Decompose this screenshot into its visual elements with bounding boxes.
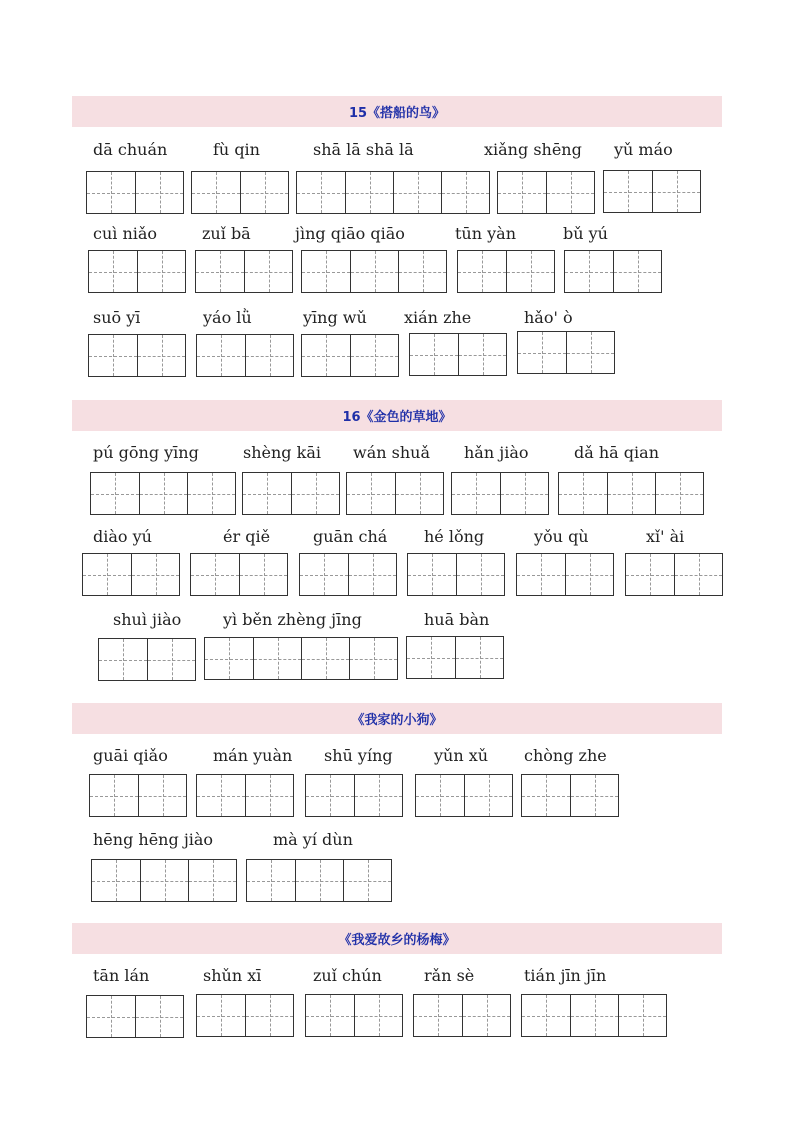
pinyin-label: huā bàn (424, 610, 490, 629)
section-title: 15《搭船的鸟》 (348, 106, 446, 121)
writing-grid[interactable] (517, 331, 615, 374)
pinyin-label: guān chá (313, 527, 388, 546)
pinyin-label: shèng kāi (243, 443, 321, 462)
section-title-band (72, 400, 722, 431)
writing-grid[interactable] (196, 334, 294, 377)
section-title: 《我爱故乡的杨梅》 (338, 933, 456, 948)
pinyin-label: bǔ yú (563, 224, 608, 243)
writing-grid[interactable] (195, 250, 293, 293)
pinyin-label: yáo lǜ (203, 308, 252, 327)
writing-grid[interactable] (301, 250, 447, 293)
writing-grid[interactable] (98, 638, 196, 681)
pinyin-label: dǎ hā qian (574, 443, 659, 462)
writing-grid[interactable] (409, 333, 507, 376)
section-title-band (72, 703, 722, 734)
writing-grid[interactable] (406, 636, 504, 679)
pinyin-label: chòng zhe (524, 746, 607, 765)
writing-grid[interactable] (191, 171, 289, 214)
writing-grid[interactable] (246, 859, 392, 902)
writing-grid[interactable] (521, 774, 619, 817)
pinyin-label: tān lán (93, 966, 150, 985)
pinyin-label: hǎo' ò (524, 308, 573, 327)
pinyin-label: diào yú (93, 527, 152, 546)
writing-grid[interactable] (497, 171, 595, 214)
pinyin-label: xiǎng shēng (484, 140, 582, 159)
pinyin-label: tián jīn jīn (524, 966, 607, 985)
writing-grid[interactable] (413, 994, 511, 1037)
writing-grid[interactable] (91, 859, 237, 902)
section-title-band (72, 96, 722, 127)
writing-grid[interactable] (196, 994, 294, 1037)
writing-grid[interactable] (90, 472, 236, 515)
pinyin-label: rǎn sè (424, 966, 475, 985)
pinyin-label: shuì jiào (113, 610, 182, 629)
pinyin-label: yǔ máo (614, 140, 673, 159)
writing-grid[interactable] (305, 994, 403, 1037)
writing-grid[interactable] (204, 637, 398, 680)
writing-grid[interactable] (407, 553, 505, 596)
pinyin-label: wán shuǎ (353, 443, 430, 462)
writing-grid[interactable] (516, 553, 614, 596)
writing-grid[interactable] (558, 472, 704, 515)
writing-grid[interactable] (299, 553, 397, 596)
pinyin-label: hé lǒng (424, 527, 485, 546)
pinyin-label: yīng wǔ (303, 308, 367, 327)
section-title: 《我家的小狗》 (351, 713, 443, 728)
writing-grid[interactable] (196, 774, 294, 817)
pinyin-label: xián zhe (404, 308, 472, 327)
pinyin-label: xǐ' ài (646, 527, 685, 546)
pinyin-label: cuì niǎo (93, 224, 158, 243)
pinyin-label: yǒu qù (534, 527, 589, 546)
pinyin-label: guāi qiǎo (93, 746, 168, 765)
pinyin-label: ér qiě (223, 527, 271, 546)
writing-grid[interactable] (625, 553, 723, 596)
pinyin-label: yǔn xǔ (434, 746, 489, 765)
pinyin-label: hǎn jiào (464, 443, 529, 462)
writing-grid[interactable] (88, 334, 186, 377)
pinyin-label: shā lā shā lā (313, 140, 414, 159)
writing-grid[interactable] (564, 250, 662, 293)
writing-grid[interactable] (451, 472, 549, 515)
pinyin-label: zuǐ bā (202, 224, 251, 243)
writing-grid[interactable] (242, 472, 340, 515)
writing-grid[interactable] (301, 334, 399, 377)
writing-grid[interactable] (89, 774, 187, 817)
pinyin-label: yì běn zhèng jīng (223, 610, 362, 629)
section-title: 16《金色的草地》 (342, 410, 452, 425)
writing-grid[interactable] (86, 171, 184, 214)
pinyin-label: fù qin (213, 140, 260, 159)
writing-grid[interactable] (521, 994, 667, 1037)
writing-grid[interactable] (415, 774, 513, 817)
pinyin-label: hēng hēng jiào (93, 830, 214, 849)
pinyin-label: tūn yàn (455, 224, 517, 243)
pinyin-label: mà yí dùn (273, 830, 353, 849)
writing-grid[interactable] (190, 553, 288, 596)
writing-grid[interactable] (346, 472, 444, 515)
writing-grid[interactable] (88, 250, 186, 293)
writing-grid[interactable] (457, 250, 555, 293)
pinyin-label: shǔn xī (203, 966, 262, 985)
writing-grid[interactable] (86, 995, 184, 1038)
pinyin-label: pú gōng yīng (93, 443, 199, 462)
pinyin-label: mán yuàn (213, 746, 293, 765)
section-title-band (72, 923, 722, 954)
writing-grid[interactable] (603, 170, 701, 213)
pinyin-label: shū yíng (324, 746, 393, 765)
pinyin-label: dā chuán (93, 140, 168, 159)
writing-grid[interactable] (82, 553, 180, 596)
writing-grid[interactable] (305, 774, 403, 817)
pinyin-label: jìng qiāo qiāo (295, 224, 405, 243)
pinyin-label: zuǐ chún (313, 966, 382, 985)
pinyin-label: suō yī (93, 308, 141, 327)
writing-grid[interactable] (296, 171, 490, 214)
